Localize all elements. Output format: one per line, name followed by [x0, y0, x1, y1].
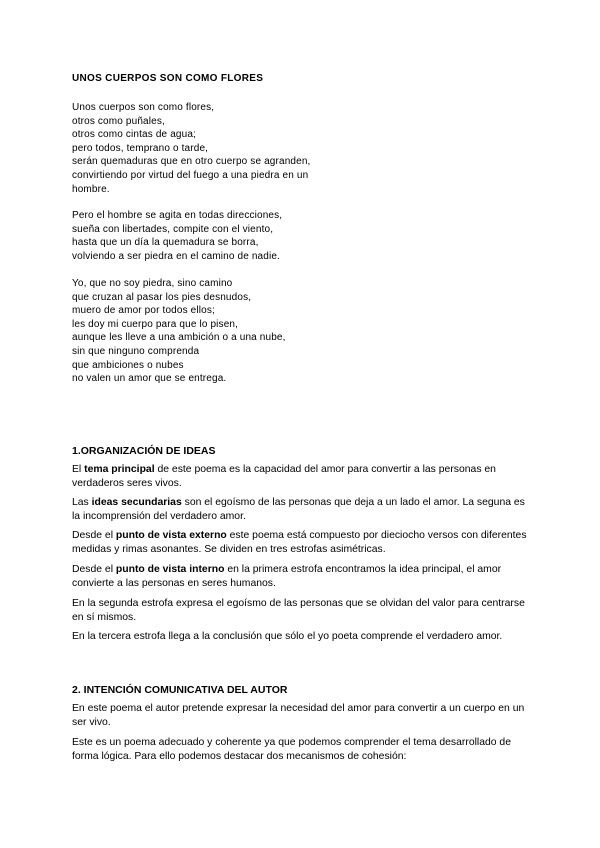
poem-line: sueña con libertades, compite con el viento,: [72, 223, 274, 235]
poem-line: convirtiendo por virtud del fuego a una piedra en un: [72, 169, 309, 181]
poem-line: les doy mi cuerpo para que lo pisen,: [72, 318, 239, 330]
paragraph-punto-vista-externo: [72, 529, 534, 557]
poem-line: sin que ninguno comprenda: [72, 345, 200, 357]
section-heading-organizacion: 1.ORGANIZACIÓN DE IDEAS: [72, 445, 216, 457]
poem-line: otros como puñales,: [72, 115, 165, 127]
poem-stanza-2: [72, 209, 282, 263]
poem-title: UNOS CUERPOS SON COMO FLORES: [72, 73, 264, 84]
poem-line: aunque les lleve a una ambición o a una nube,: [72, 332, 286, 344]
key-term: ideas secundarias: [91, 497, 182, 508]
poem-stanza-1: [72, 101, 310, 196]
paragraph-ideas-secundarias: [72, 496, 534, 524]
paragraph-cohesion: Este es un poema adecuado y coherente ya que podemos comprender el tema desarrollado de forma lógica. Para ello podemos destacar dos mecanismos de cohesión:: [72, 737, 511, 762]
poem-line: que ambiciones o nubes: [72, 359, 184, 371]
poem-line: otros como cintas de agua;: [72, 129, 196, 141]
poem-line: serán quemaduras que en otro cuerpo se agranden,: [72, 156, 311, 168]
paragraph-punto-vista-interno: [72, 563, 534, 591]
poem-line: Yo, que no soy piedra, sino camino: [72, 278, 233, 289]
paragraph-text: son el egoísmo de las personas que deja a un lado el amor. La seguna es la incomprensión del verdadero amor.: [72, 497, 525, 522]
paragraph-text: Las: [72, 497, 92, 508]
paragraph-tercera-estrofa: En la tercera estrofa llega a la conclusión que sólo el yo poeta comprende el verdadero amor.: [72, 631, 503, 642]
poem-line: hombre.: [72, 183, 110, 195]
poem-line: Pero el hombre se agita en todas direcciones,: [72, 210, 283, 221]
key-term: tema principal: [84, 464, 155, 475]
section-heading-intencion: 2. INTENCIÓN COMUNICATIVA DEL AUTOR: [72, 684, 288, 696]
document-page: [72, 0, 542, 848]
poem-line: no valen un amor que se entrega.: [72, 373, 227, 385]
paragraph-text: Desde el: [72, 564, 116, 575]
poem-line: hasta que un día la quemadura se borra,: [72, 237, 259, 249]
poem-line: Unos cuerpos son como flores,: [72, 102, 215, 113]
paragraph-tema-principal: [72, 463, 534, 491]
paragraph-text: de este poema es la capacidad del amor para convertir a las personas en verdaderos seres vivos.: [72, 464, 496, 489]
paragraph-text: este poema está compuesto por dieciocho versos con diferentes medidas y rimas asonantes. Se dividen en tres estrofas asimétricas.: [72, 530, 527, 555]
poem-line: que cruzan al pasar los pies desnudos,: [72, 291, 252, 303]
poem-line: pero todos, temprano o tarde,: [72, 142, 209, 154]
poem-stanza-3: [72, 277, 286, 386]
key-term: punto de vista externo: [115, 530, 227, 541]
paragraph-text: El: [72, 464, 85, 475]
poem-line: volviendo a ser piedra en el camino de nadie.: [72, 250, 280, 262]
paragraph-segunda-estrofa: En la segunda estrofa expresa el egoísmo de las personas que se olvidan del valor para centrarse en sí mismos.: [72, 598, 525, 623]
paragraph-intencion: En este poema el autor pretende expresar la necesidad del amor para convertir a un cuerpo en un ser vivo.: [72, 703, 525, 728]
poem-line: muero de amor por todos ellos;: [72, 305, 215, 317]
paragraph-text: en la primera estrofa encontramos la idea principal, el amor convierte a las personas en seres humanos.: [72, 564, 502, 589]
key-term: punto de vista interno: [115, 564, 225, 575]
paragraph-text: Desde el: [72, 530, 116, 541]
